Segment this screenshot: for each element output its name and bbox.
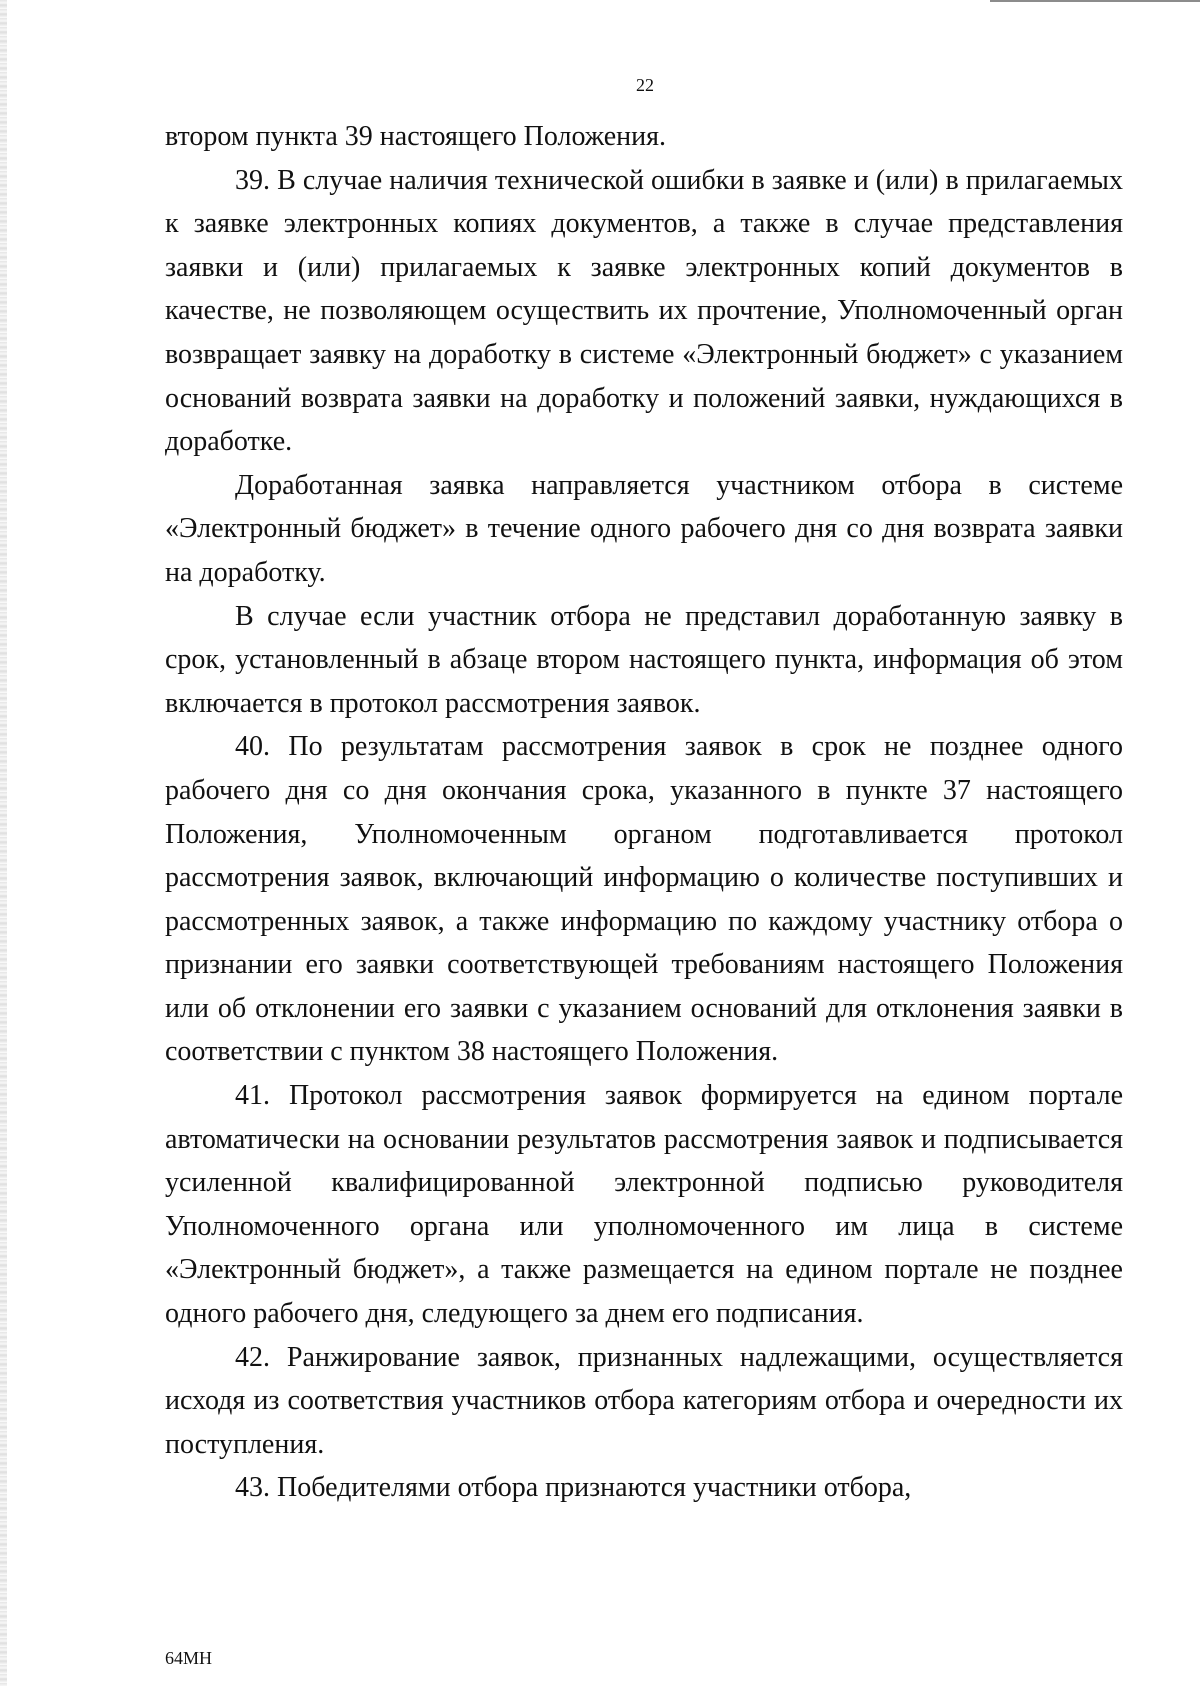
paragraph-item-39: 39. В случае наличия технической ошибки в заявке и (или) в прилагаемых к заявке электронных копиях документов, а также в случае представления заявки и (или) прилагаемых к заявке электронных копий документов в качестве, не позволяющем осуществить их прочтение, Уполномоченный орган возвращает заявку на доработку в системе «Электронный бюджет» с указанием оснований возврата заявки на доработку и положений заявки, нуждающихся в доработке.	[165, 164, 1123, 458]
paragraph-item-40: 40. По результатам рассмотрения заявок в срок не позднее одного рабочего дня со дня окончания срока, указанного в пункте 37 настоящего Положения, Уполномоченным органом подготавливается протокол рассмотрения заявок, включающий информацию о количестве поступивших и рассмотренных заявок, а также информацию по каждому участнику отбора о признании его заявки соответствующей требованиям настоящего Положения или об отклонении его заявки с указанием оснований для отклонения заявки в соответствии с пунктом 38 настоящего Положения.	[165, 731, 1123, 1068]
footer-code: 64МН	[165, 1648, 213, 1668]
paragraph-not-submitted: В случае если участник отбора не представил доработанную заявку в срок, установленный в абзаце втором настоящего пункта, информация об этом включается в протокол рассмотрения заявок.	[165, 600, 1123, 719]
paragraph-revised-application: Доработанная заявка направляется участником отбора в системе «Электронный бюджет» в течение одного рабочего дня со дня возврата заявки на доработку.	[165, 469, 1123, 588]
paragraph-item-41: 41. Протокол рассмотрения заявок формируется на едином портале автоматически на основании результатов рассмотрения заявок и подписывается усиленной квалифицированной электронной подписью руководителя Уполномоченного органа или уполномоченного им лица в системе «Электронный бюджет», а также размещается на едином портале не позднее одного рабочего дня, следующего за днем его подписания.	[165, 1080, 1123, 1330]
paragraph-continuation: втором пункта 39 настоящего Положения.	[165, 121, 666, 152]
page-number: 22	[636, 75, 654, 95]
scan-edge-left	[0, 0, 7, 1686]
scan-edge-top	[990, 0, 1200, 2]
paragraph-item-42: 42. Ранжирование заявок, признанных надлежащими, осуществляется исходя из соответствия участников отбора категориям отбора и очередности их поступления.	[165, 1341, 1123, 1460]
document-body	[165, 115, 1123, 1510]
paragraph-item-43: 43. Победителями отбора признаются участники отбора,	[235, 1472, 912, 1504]
